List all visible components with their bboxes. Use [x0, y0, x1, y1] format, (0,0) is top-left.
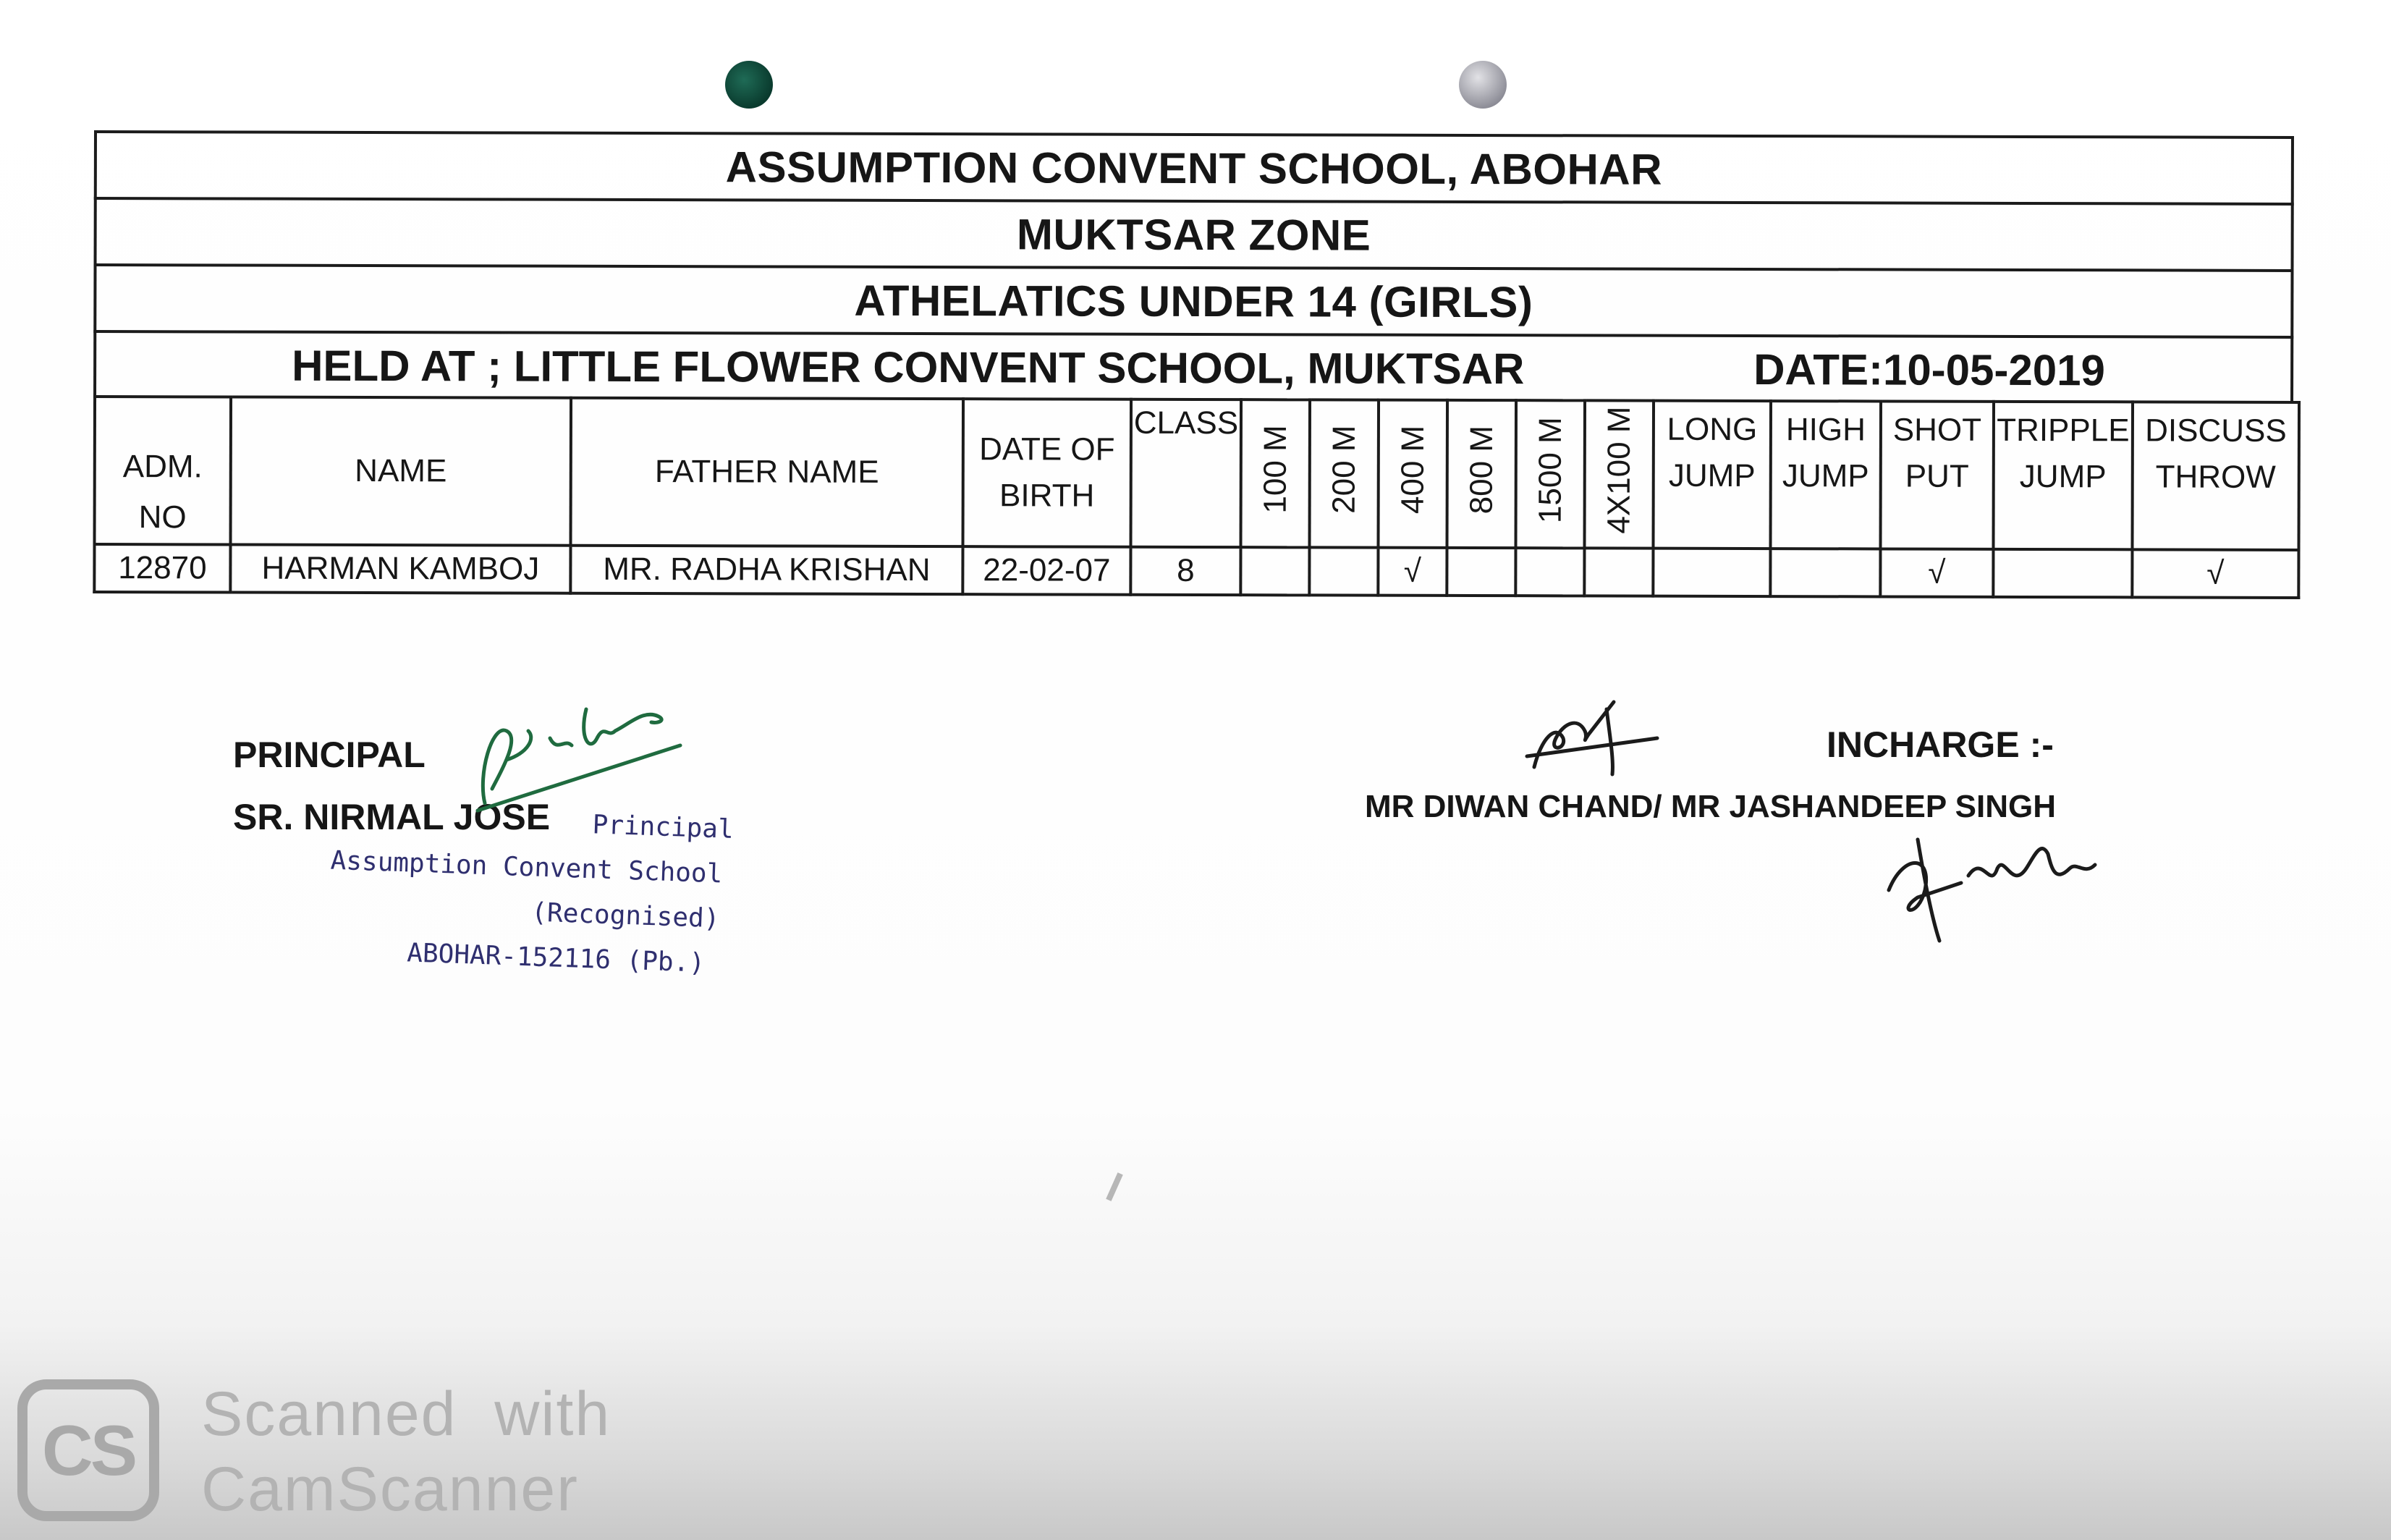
col-800m: 800 M	[1447, 400, 1516, 548]
result-sheet	[93, 130, 2294, 599]
principal-signature	[463, 680, 695, 818]
scan-speck	[1106, 1172, 1123, 1201]
col-400m: 400 M	[1378, 400, 1447, 548]
col-relay: 4X100 M	[1584, 400, 1654, 548]
watermark-line-1: Scanned with	[201, 1379, 611, 1449]
cell-discus-throw: √	[2132, 549, 2298, 598]
camscanner-logo-icon: CS	[17, 1379, 159, 1521]
col-name: NAME	[231, 397, 572, 545]
col-long-jump: LONG JUMP	[1653, 401, 1771, 549]
col-triple-jump: TRIPPLE JUMP	[1993, 402, 2133, 550]
incharge-title: INCHARGE :-	[1827, 724, 2054, 765]
table-header-row	[95, 397, 2300, 550]
col-father-name: FATHER NAME	[571, 398, 964, 546]
athletes-table	[93, 395, 2301, 599]
cell-400m: √	[1378, 548, 1447, 596]
school-title: ASSUMPTION CONVENT SCHOOL, ABOHAR	[94, 130, 2294, 203]
event-title: ATHELATICS UNDER 14 (GIRLS)	[93, 263, 2293, 336]
watermark-line-2: CamScanner	[201, 1455, 579, 1524]
cell-name: HARMAN KAMBOJ	[230, 544, 570, 593]
principal-stamp	[312, 793, 734, 987]
stamp-line: Assumption Convent School	[330, 845, 724, 889]
cell-100m	[1240, 547, 1309, 595]
col-adm-no: ADM. NO	[95, 397, 232, 544]
col-high-jump: HIGH JUMP	[1770, 401, 1881, 549]
venue-row	[93, 330, 2293, 401]
col-shot-put: SHOT PUT	[1880, 401, 1994, 549]
cell-adm-no: 12870	[94, 544, 230, 592]
cell-relay	[1584, 548, 1653, 596]
principal-name: SR. NIRMAL JOSE	[233, 797, 551, 837]
cell-triple-jump	[1993, 549, 2132, 598]
camscanner-watermark	[201, 1376, 611, 1527]
stamp-line: (Recognised)	[530, 897, 721, 934]
cell-class: 8	[1130, 547, 1240, 595]
principal-title: PRINCIPAL	[233, 735, 426, 775]
table-row	[94, 544, 2298, 598]
held-at-label: HELD AT ; LITTLE FLOWER CONVENT SCHOOL, MUKTSAR	[292, 341, 1525, 394]
stamp-line: ABOHAR-152116 (Pb.)	[406, 938, 706, 978]
cell-shot-put: √	[1880, 549, 1993, 596]
col-200m: 200 M	[1309, 399, 1379, 547]
cell-200m	[1309, 547, 1378, 595]
cell-high-jump	[1770, 549, 1880, 596]
cell-1500m	[1515, 548, 1584, 596]
zone-title: MUKTSAR ZONE	[94, 197, 2294, 269]
col-discus-throw: DISCUSS THROW	[2132, 402, 2299, 550]
col-100m: 100 M	[1240, 399, 1310, 547]
incharge-names: MR DIWAN CHAND/ MR JASHANDEEP SINGH	[1365, 789, 2057, 824]
col-dob: DATE OF BIRTH	[962, 399, 1131, 547]
cell-father-name: MR. RADHA KRISHAN	[570, 546, 962, 594]
stamp-line: Principal	[591, 810, 735, 845]
incharge-signature-2	[1874, 825, 2106, 955]
cell-800m	[1447, 548, 1515, 596]
punch-hole-right	[1459, 61, 1507, 109]
cell-dob: 22-02-07	[962, 546, 1130, 595]
punch-hole-left	[725, 61, 773, 109]
cell-long-jump	[1653, 549, 1770, 596]
col-class: CLASS	[1130, 399, 1241, 547]
event-date: DATE:10-05-2019	[1753, 345, 2106, 395]
col-1500m: 1500 M	[1515, 400, 1585, 548]
incharge-signature-1	[1520, 695, 1664, 782]
